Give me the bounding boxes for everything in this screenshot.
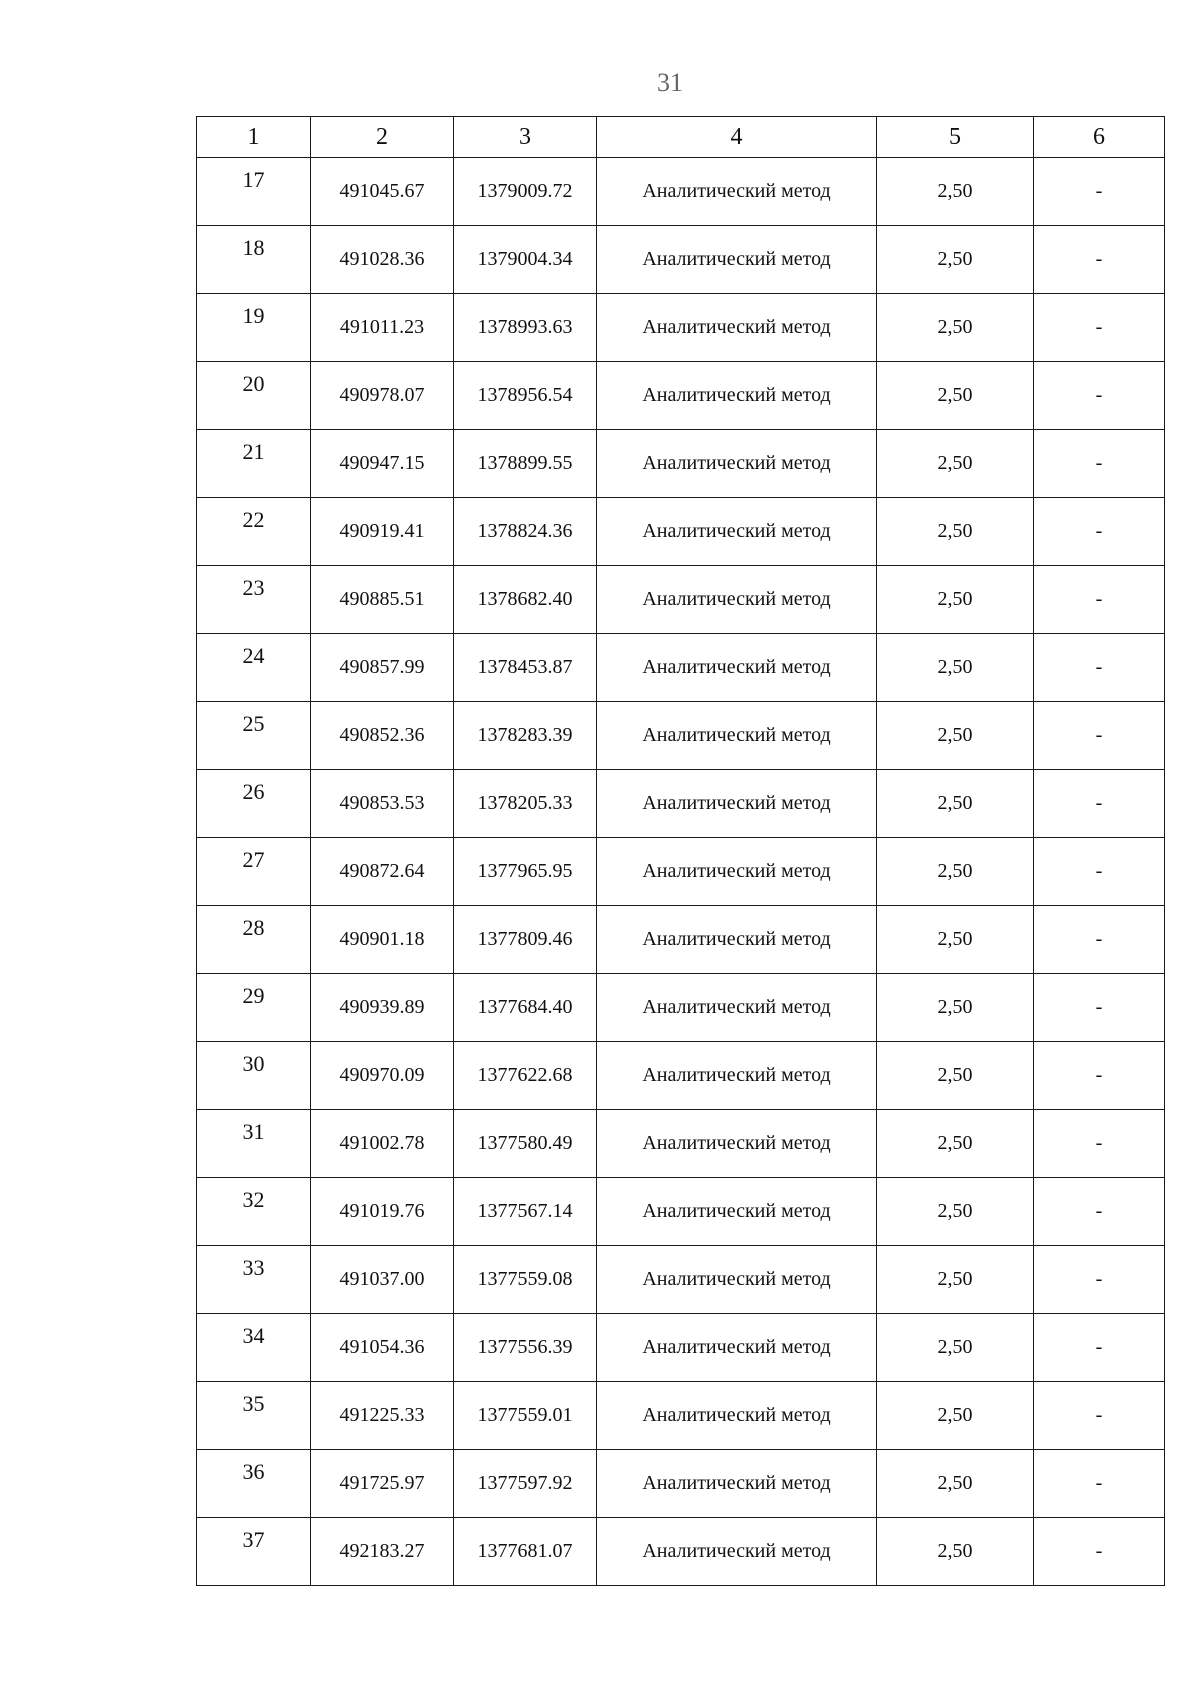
accuracy-cell-text: 2,50 (937, 792, 973, 814)
note-cell (1034, 1042, 1165, 1110)
note-cell-text: - (1095, 1472, 1103, 1494)
coordinate-y-cell (454, 838, 597, 906)
coordinate-x-cell (311, 1382, 454, 1450)
method-cell (597, 158, 877, 226)
coordinate-y-cell (454, 1314, 597, 1382)
table-row (197, 1042, 1165, 1110)
coordinate-x-cell-text: 491054.36 (339, 1336, 425, 1358)
accuracy-cell (877, 770, 1034, 838)
coordinate-x-cell (311, 906, 454, 974)
coordinate-x-cell-text: 490872.64 (339, 860, 425, 882)
coordinate-x-cell (311, 1042, 454, 1110)
accuracy-cell (877, 430, 1034, 498)
header-cell: 6 (1034, 117, 1165, 158)
accuracy-cell-text: 2,50 (937, 316, 973, 338)
coordinate-y-cell (454, 634, 597, 702)
note-cell-text: - (1095, 452, 1103, 474)
coordinate-y-cell-text: 1377965.95 (477, 860, 573, 882)
coordinate-y-cell (454, 294, 597, 362)
table-row (197, 1450, 1165, 1518)
coordinate-x-cell-text: 490978.07 (339, 384, 425, 406)
point-number-cell-text: 21 (242, 439, 265, 464)
point-number-cell-text: 23 (242, 575, 265, 600)
coordinate-x-cell (311, 362, 454, 430)
point-number-cell (197, 362, 311, 430)
note-cell (1034, 1382, 1165, 1450)
point-number-cell-text: 34 (242, 1323, 265, 1348)
coordinate-x-cell (311, 498, 454, 566)
table-body (197, 158, 1165, 1586)
note-cell (1034, 498, 1165, 566)
coordinate-x-cell-text: 492183.27 (339, 1540, 425, 1562)
point-number-cell-text: 33 (242, 1255, 265, 1280)
coordinate-x-cell-text: 491225.33 (339, 1404, 425, 1426)
coordinate-y-cell (454, 362, 597, 430)
accuracy-cell-text: 2,50 (937, 1404, 973, 1426)
note-cell-text: - (1095, 588, 1103, 610)
note-cell-text: - (1095, 792, 1103, 814)
table-row (197, 634, 1165, 702)
accuracy-cell (877, 294, 1034, 362)
table-row (197, 1246, 1165, 1314)
coordinate-x-cell (311, 702, 454, 770)
header-cell: 1 (197, 117, 311, 158)
method-cell (597, 906, 877, 974)
coordinate-x-cell (311, 1178, 454, 1246)
coordinate-x-cell-text: 490919.41 (339, 520, 425, 542)
point-number-cell-text: 17 (242, 167, 265, 192)
method-cell-text: Аналитический метод (642, 792, 831, 814)
coordinate-y-cell (454, 1518, 597, 1586)
point-number-cell (197, 634, 311, 702)
coordinate-y-cell-text: 1377684.40 (477, 996, 573, 1018)
point-number-cell (197, 702, 311, 770)
table-row (197, 838, 1165, 906)
table-row (197, 1382, 1165, 1450)
accuracy-cell (877, 1042, 1034, 1110)
coordinate-y-cell-text: 1377681.07 (477, 1540, 573, 1562)
coordinate-y-cell (454, 1042, 597, 1110)
coordinate-x-cell (311, 294, 454, 362)
note-cell-text: - (1095, 1336, 1103, 1358)
table-row (197, 1314, 1165, 1382)
header-cell: 4 (597, 117, 877, 158)
note-cell (1034, 1518, 1165, 1586)
coordinate-y-cell-text: 1377597.92 (477, 1472, 573, 1494)
method-cell (597, 226, 877, 294)
accuracy-cell-text: 2,50 (937, 724, 973, 746)
method-cell (597, 770, 877, 838)
note-cell (1034, 906, 1165, 974)
coordinate-y-cell (454, 906, 597, 974)
note-cell-text: - (1095, 520, 1103, 542)
method-cell-text: Аналитический метод (642, 1132, 831, 1154)
accuracy-cell (877, 974, 1034, 1042)
method-cell-text: Аналитический метод (642, 316, 831, 338)
accuracy-cell-text: 2,50 (937, 1268, 973, 1290)
point-number-cell (197, 1246, 311, 1314)
table-row (197, 226, 1165, 294)
note-cell (1034, 702, 1165, 770)
point-number-cell (197, 1450, 311, 1518)
coordinate-y-cell (454, 498, 597, 566)
method-cell (597, 498, 877, 566)
note-cell (1034, 1110, 1165, 1178)
table-row (197, 566, 1165, 634)
coordinate-x-cell-text: 490852.36 (339, 724, 425, 746)
method-cell-text: Аналитический метод (642, 1268, 831, 1290)
method-cell (597, 1110, 877, 1178)
method-cell-text: Аналитический метод (642, 724, 831, 746)
note-cell (1034, 838, 1165, 906)
note-cell (1034, 1178, 1165, 1246)
table-row (197, 1178, 1165, 1246)
accuracy-cell-text: 2,50 (937, 860, 973, 882)
point-number-cell-text: 27 (242, 847, 265, 872)
note-cell (1034, 226, 1165, 294)
header-row (197, 117, 1165, 158)
point-number-cell-text: 22 (242, 507, 265, 532)
table-row (197, 770, 1165, 838)
coordinate-x-cell-text: 490939.89 (339, 996, 425, 1018)
method-cell (597, 1042, 877, 1110)
method-cell (597, 634, 877, 702)
note-cell (1034, 430, 1165, 498)
coordinate-x-cell-text: 490857.99 (339, 656, 425, 678)
point-number-cell-text: 28 (242, 915, 265, 940)
point-number-cell (197, 1314, 311, 1382)
method-cell (597, 362, 877, 430)
method-cell-text: Аналитический метод (642, 996, 831, 1018)
coordinate-y-cell (454, 770, 597, 838)
coordinate-x-cell-text: 490853.53 (339, 792, 425, 814)
accuracy-cell-text: 2,50 (937, 1200, 973, 1222)
coordinate-y-cell (454, 1110, 597, 1178)
note-cell (1034, 158, 1165, 226)
accuracy-cell (877, 1110, 1034, 1178)
point-number-cell (197, 1382, 311, 1450)
point-number-cell (197, 906, 311, 974)
accuracy-cell-text: 2,50 (937, 1064, 973, 1086)
method-cell-text: Аналитический метод (642, 928, 831, 950)
accuracy-cell-text: 2,50 (937, 452, 973, 474)
table-row (197, 498, 1165, 566)
coordinate-x-cell (311, 974, 454, 1042)
coordinate-y-cell (454, 158, 597, 226)
coordinate-x-cell (311, 634, 454, 702)
coordinate-x-cell-text: 491028.36 (339, 248, 425, 270)
method-cell-text: Аналитический метод (642, 248, 831, 270)
method-cell-text: Аналитический метод (642, 860, 831, 882)
accuracy-cell-text: 2,50 (937, 588, 973, 610)
accuracy-cell (877, 838, 1034, 906)
method-cell (597, 1518, 877, 1586)
coordinate-y-cell-text: 1379009.72 (477, 180, 573, 202)
accuracy-cell (877, 906, 1034, 974)
coordinate-y-cell-text: 1377622.68 (477, 1064, 573, 1086)
method-cell (597, 1178, 877, 1246)
table-row (197, 906, 1165, 974)
point-number-cell (197, 294, 311, 362)
point-number-cell (197, 1110, 311, 1178)
note-cell (1034, 566, 1165, 634)
note-cell-text: - (1095, 724, 1103, 746)
note-cell-text: - (1095, 1540, 1103, 1562)
note-cell (1034, 1246, 1165, 1314)
coordinate-x-cell (311, 1314, 454, 1382)
point-number-cell-text: 19 (242, 303, 265, 328)
note-cell-text: - (1095, 1200, 1103, 1222)
coordinate-y-cell-text: 1379004.34 (477, 248, 573, 270)
table-row (197, 430, 1165, 498)
coordinate-x-cell-text: 491002.78 (339, 1132, 425, 1154)
point-number-cell-text: 32 (242, 1187, 265, 1212)
table-row (197, 974, 1165, 1042)
coordinate-y-cell (454, 974, 597, 1042)
method-cell (597, 702, 877, 770)
accuracy-cell-text: 2,50 (937, 1540, 973, 1562)
method-cell-text: Аналитический метод (642, 452, 831, 474)
note-cell-text: - (1095, 180, 1103, 202)
point-number-cell (197, 226, 311, 294)
accuracy-cell (877, 498, 1034, 566)
coordinate-x-cell (311, 430, 454, 498)
method-cell (597, 1314, 877, 1382)
point-number-cell-text: 29 (242, 983, 265, 1008)
coordinate-y-cell-text: 1377559.08 (477, 1268, 573, 1290)
table-row (197, 294, 1165, 362)
method-cell (597, 1382, 877, 1450)
coordinate-x-cell (311, 770, 454, 838)
table-row (197, 1518, 1165, 1586)
coordinate-x-cell-text: 491725.97 (339, 1472, 425, 1494)
accuracy-cell-text: 2,50 (937, 1132, 973, 1154)
method-cell (597, 294, 877, 362)
note-cell (1034, 362, 1165, 430)
accuracy-cell (877, 226, 1034, 294)
method-cell-text: Аналитический метод (642, 1404, 831, 1426)
coordinate-y-cell (454, 430, 597, 498)
accuracy-cell-text: 2,50 (937, 180, 973, 202)
point-number-cell (197, 1518, 311, 1586)
coordinate-x-cell-text: 491019.76 (339, 1200, 425, 1222)
accuracy-cell-text: 2,50 (937, 1336, 973, 1358)
note-cell-text: - (1095, 928, 1103, 950)
accuracy-cell-text: 2,50 (937, 1472, 973, 1494)
point-number-cell-text: 26 (242, 779, 265, 804)
method-cell-text: Аналитический метод (642, 1336, 831, 1358)
coordinate-y-cell-text: 1377556.39 (477, 1336, 573, 1358)
note-cell-text: - (1095, 996, 1103, 1018)
point-number-cell (197, 566, 311, 634)
coordinate-y-cell (454, 702, 597, 770)
header-cell: 5 (877, 117, 1034, 158)
coordinate-x-cell-text: 490947.15 (339, 452, 425, 474)
coordinate-y-cell-text: 1378824.36 (477, 520, 573, 542)
coordinate-y-cell-text: 1378453.87 (477, 656, 573, 678)
accuracy-cell-text: 2,50 (937, 384, 973, 406)
header-cell: 2 (311, 117, 454, 158)
accuracy-cell-text: 2,50 (937, 996, 973, 1018)
point-number-cell (197, 1042, 311, 1110)
accuracy-cell (877, 634, 1034, 702)
point-number-cell (197, 498, 311, 566)
note-cell-text: - (1095, 248, 1103, 270)
method-cell (597, 430, 877, 498)
accuracy-cell (877, 1382, 1034, 1450)
method-cell (597, 1450, 877, 1518)
coordinate-y-cell (454, 1382, 597, 1450)
accuracy-cell (877, 1314, 1034, 1382)
method-cell-text: Аналитический метод (642, 1540, 831, 1562)
accuracy-cell-text: 2,50 (937, 928, 973, 950)
coordinate-x-cell-text: 491045.67 (339, 180, 425, 202)
point-number-cell-text: 36 (242, 1459, 265, 1484)
table-row (197, 158, 1165, 226)
method-cell-text: Аналитический метод (642, 1064, 831, 1086)
accuracy-cell (877, 566, 1034, 634)
coordinate-x-cell (311, 1450, 454, 1518)
point-number-cell-text: 25 (242, 711, 265, 736)
point-number-cell-text: 37 (242, 1527, 265, 1552)
accuracy-cell-text: 2,50 (937, 520, 973, 542)
note-cell-text: - (1095, 384, 1103, 406)
point-number-cell (197, 770, 311, 838)
coordinate-y-cell (454, 566, 597, 634)
coordinate-y-cell-text: 1378682.40 (477, 588, 573, 610)
method-cell-text: Аналитический метод (642, 520, 831, 542)
coordinate-y-cell-text: 1378205.33 (477, 792, 573, 814)
coordinate-y-cell (454, 1246, 597, 1314)
note-cell-text: - (1095, 316, 1103, 338)
method-cell (597, 838, 877, 906)
point-number-cell (197, 430, 311, 498)
point-number-cell (197, 974, 311, 1042)
note-cell-text: - (1095, 1132, 1103, 1154)
coordinate-y-cell-text: 1378956.54 (477, 384, 573, 406)
note-cell (1034, 294, 1165, 362)
method-cell-text: Аналитический метод (642, 1200, 831, 1222)
coordinate-x-cell (311, 226, 454, 294)
note-cell (1034, 770, 1165, 838)
point-number-cell-text: 18 (242, 235, 265, 260)
coordinate-y-cell-text: 1378993.63 (477, 316, 573, 338)
coordinate-y-cell-text: 1377580.49 (477, 1132, 573, 1154)
method-cell (597, 566, 877, 634)
method-cell-text: Аналитический метод (642, 656, 831, 678)
coordinate-x-cell-text: 491011.23 (339, 316, 425, 338)
coordinate-x-cell (311, 158, 454, 226)
note-cell-text: - (1095, 860, 1103, 882)
accuracy-cell (877, 1178, 1034, 1246)
note-cell-text: - (1095, 1268, 1103, 1290)
coordinate-y-cell-text: 1377567.14 (477, 1200, 573, 1222)
accuracy-cell (877, 1246, 1034, 1314)
accuracy-cell (877, 1518, 1034, 1586)
method-cell-text: Аналитический метод (642, 180, 831, 202)
coordinate-x-cell (311, 1518, 454, 1586)
accuracy-cell (877, 158, 1034, 226)
point-number-cell-text: 31 (242, 1119, 265, 1144)
coordinate-x-cell (311, 1110, 454, 1178)
method-cell (597, 974, 877, 1042)
note-cell-text: - (1095, 1404, 1103, 1426)
point-number-cell-text: 24 (242, 643, 265, 668)
accuracy-cell (877, 1450, 1034, 1518)
note-cell (1034, 1314, 1165, 1382)
accuracy-cell-text: 2,50 (937, 248, 973, 270)
coordinate-x-cell-text: 490885.51 (339, 588, 425, 610)
page-number: 31 (657, 68, 683, 97)
note-cell-text: - (1095, 1064, 1103, 1086)
coordinates-table (196, 116, 1165, 1586)
coordinate-y-cell (454, 226, 597, 294)
coordinate-x-cell-text: 491037.00 (339, 1268, 425, 1290)
coordinate-y-cell (454, 1450, 597, 1518)
note-cell (1034, 1450, 1165, 1518)
coordinate-x-cell (311, 838, 454, 906)
coordinate-y-cell-text: 1378899.55 (477, 452, 573, 474)
point-number-cell (197, 1178, 311, 1246)
accuracy-cell (877, 702, 1034, 770)
method-cell (597, 1246, 877, 1314)
coordinate-x-cell-text: 490901.18 (339, 928, 425, 950)
note-cell-text: - (1095, 656, 1103, 678)
coordinate-y-cell-text: 1377559.01 (477, 1404, 573, 1426)
method-cell-text: Аналитический метод (642, 1472, 831, 1494)
note-cell (1034, 634, 1165, 702)
coordinate-x-cell (311, 566, 454, 634)
point-number-cell-text: 20 (242, 371, 265, 396)
coordinate-x-cell-text: 490970.09 (339, 1064, 425, 1086)
point-number-cell (197, 158, 311, 226)
table-row (197, 702, 1165, 770)
coordinate-y-cell (454, 1178, 597, 1246)
header-cell: 3 (454, 117, 597, 158)
point-number-cell-text: 35 (242, 1391, 265, 1416)
table-row (197, 362, 1165, 430)
coordinate-y-cell-text: 1378283.39 (477, 724, 573, 746)
table-row (197, 1110, 1165, 1178)
accuracy-cell (877, 362, 1034, 430)
coordinate-x-cell (311, 1246, 454, 1314)
point-number-cell-text: 30 (242, 1051, 265, 1076)
note-cell (1034, 974, 1165, 1042)
point-number-cell (197, 838, 311, 906)
method-cell-text: Аналитический метод (642, 384, 831, 406)
method-cell-text: Аналитический метод (642, 588, 831, 610)
accuracy-cell-text: 2,50 (937, 656, 973, 678)
coordinate-y-cell-text: 1377809.46 (477, 928, 573, 950)
